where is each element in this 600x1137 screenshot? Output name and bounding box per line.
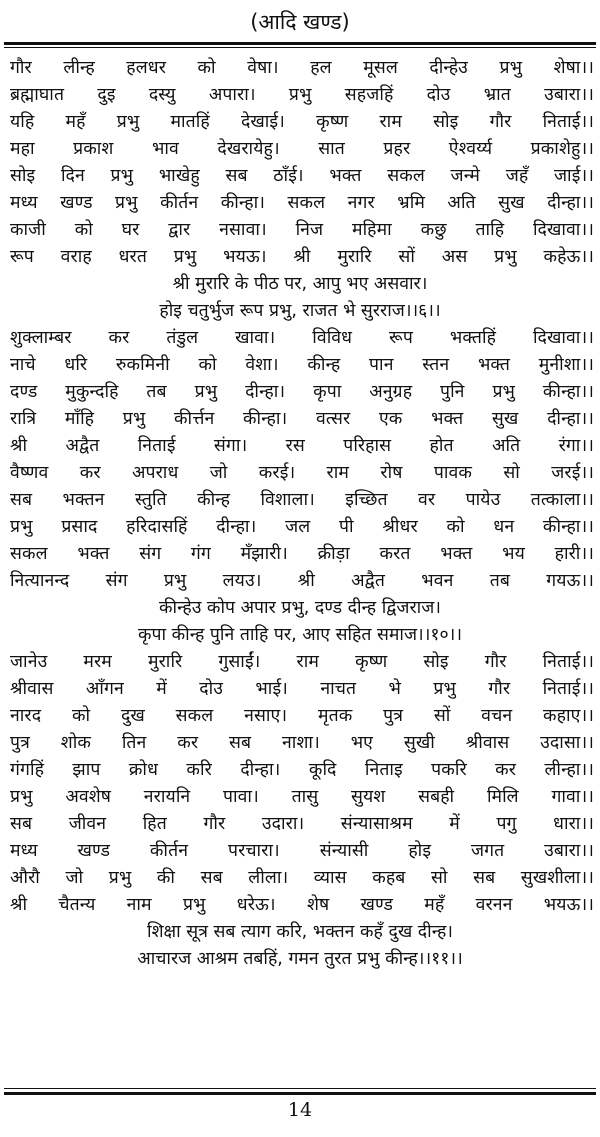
verse-line (0, 352, 594, 379)
line-text: काजी को घर द्वार नसावा। निज महिमा कछु ताहि दिखावा।। (10, 220, 594, 240)
line-text: शुक्लाम्बर कर तंडुल खावा। विविध रूप भक्तहिं दिखावा।। (10, 328, 594, 348)
line-text: कीन्हेउ कोप अपार प्रभु, दण्ड दीन्ह द्विजराज। (159, 598, 441, 618)
line-text: जानेउ मरम मुरारि गुसाईं। राम कृष्ण सोइ गौर निताई।। (10, 652, 594, 672)
line-text: महा प्रकाश भाव देखरायेहु। सात प्रहर ऐश्वर्य्य प्रकाशेहु।। (10, 139, 594, 159)
verse-line (0, 784, 594, 811)
verse-line (0, 379, 594, 406)
doha-line (0, 946, 600, 973)
verse-line (0, 136, 594, 163)
verse-line (0, 55, 594, 82)
verse-line (0, 487, 594, 514)
line-text: रात्रि माँहि प्रभु कीर्त्तन कीन्हा। वत्सर एक भक्त सुख दीन्हा।। (10, 409, 594, 429)
verse-line (0, 109, 594, 136)
line-text: श्री चैतन्य नाम प्रभु धरेऊ। शेष खण्ड महँ वरनन भयऊ।। (10, 895, 594, 915)
line-text: मध्य खण्ड कीर्तन परचारा। संन्यासी होइ जगत उबारा।। (10, 841, 594, 861)
verse-line (0, 244, 594, 271)
text-body (0, 55, 600, 973)
line-text: नाचे धरि रुकमिनी को वेशा। कीन्ह पान स्तन भक्त मुनीशा।। (10, 355, 594, 375)
verse-line (0, 676, 594, 703)
line-text: नारद को दुख सकल नसाए। मृतक पुत्र सों वचन कहाए।। (10, 706, 594, 726)
line-text: गंगहिं झाप क्रोध करि दीन्हा। कूदि निताइ पकरि कर लीन्हा।। (10, 760, 594, 780)
line-text: नित्यानन्द संग प्रभु लयउ। श्री अद्वैत भवन तब गयऊ।। (10, 571, 594, 591)
verse-line (0, 568, 594, 595)
verse-line (0, 433, 594, 460)
footer-rule-top (4, 1088, 596, 1089)
line-text: कृपा कीन्ह पुनि ताहि पर, आए सहित समाज।।१०।। (138, 625, 462, 645)
line-text: सकल भक्त संग गंग मँझारी। क्रीड़ा करत भक्त भय हारी।। (10, 544, 594, 564)
line-text: यहि महँ प्रभु मातहिं देखाई। कृष्ण राम सोइ गौर निताई।। (10, 112, 594, 132)
line-text: सोइ दिन प्रभु भाखेहु सब ठाँई। भक्त सकल जन्मे जहँ जाई।। (10, 166, 594, 186)
verse-line (0, 649, 594, 676)
verse-line (0, 406, 594, 433)
line-text: रूप वराह धरत प्रभु भयऊ। श्री मुरारि सों अस प्रभु कहेऊ।। (10, 247, 594, 267)
doha-line (0, 622, 600, 649)
line-text: पुत्र शोक तिन कर सब नाशा। भए सुखी श्रीवास उदासा।। (10, 733, 594, 753)
header-rule-top (4, 42, 596, 45)
page-number: 14 (287, 1099, 313, 1121)
page-header: (आदि खण्ड) (250, 10, 350, 34)
doha-line (0, 298, 600, 325)
verse-line (0, 892, 594, 919)
verse-line (0, 703, 594, 730)
verse-line (0, 217, 594, 244)
line-text: आचारज आश्रम तबहिं, गमन तुरत प्रभु कीन्ह।।११।। (137, 949, 463, 969)
doha-line (0, 595, 600, 622)
verse-line (0, 730, 594, 757)
doha-line (0, 919, 600, 946)
verse-line (0, 325, 594, 352)
verse-line (0, 514, 594, 541)
verse-line (0, 82, 594, 109)
line-text: होइ चतुर्भुज रूप प्रभु, राजत भे सुरराज।।६।। (159, 301, 441, 321)
verse-line (0, 190, 594, 217)
line-text: सब भक्तन स्तुति कीन्ह विशाला। इच्छित वर पायेउ तत्काला।। (10, 490, 594, 510)
verse-line (0, 460, 594, 487)
doha-line (0, 271, 600, 298)
line-text: वैष्णव कर अपराध जो करई। राम रोष पावक सो जरई।। (10, 463, 594, 483)
line-text: ब्रह्माघात दुइ दस्यु अपारा। प्रभु सहजहिं दोउ भ्रात उबारा।। (10, 85, 594, 105)
line-text: सब जीवन हित गौर उदारा। संन्यासाश्रम में पगु धारा।। (10, 814, 594, 834)
verse-line (0, 811, 594, 838)
footer-rule-bottom (4, 1092, 596, 1095)
verse-line (0, 838, 594, 865)
line-text: मध्य खण्ड प्रभु कीर्तन कीन्हा। सकल नगर भ्रमि अति सुख दीन्हा।। (10, 193, 594, 213)
line-text: प्रभु प्रसाद हरिदासहिं दीन्हा। जल पी श्रीधर को धन कीन्हा।। (10, 517, 594, 537)
verse-line (0, 163, 594, 190)
line-text: गौर लीन्ह हलधर को वेषा। हल मूसल दीन्हेउ प्रभु शेषा।। (10, 58, 594, 78)
verse-line (0, 865, 594, 892)
line-text: औरौ जो प्रभु की सब लीला। व्यास कहब सो सब सुखशीला।। (10, 868, 594, 888)
line-text: श्री मुरारि के पीठ पर, आपु भए असवार। (172, 274, 428, 294)
header-rule-bottom (4, 47, 596, 48)
line-text: प्रभु अवशेष नरायनि पावा। तासु सुयश सबही मिलि गावा।। (10, 787, 594, 807)
verse-line (0, 757, 594, 784)
line-text: श्री अद्वैत निताई संगा। रस परिहास होत अति रंगा।। (10, 436, 594, 456)
line-text: श्रीवास आँगन में दोउ भाई। नाचत भे प्रभु गौर निताई।। (10, 679, 594, 699)
line-text: दण्ड मुकुन्दहि तब प्रभु दीन्हा। कृपा अनुग्रह पुनि प्रभु कीन्हा।। (10, 382, 594, 402)
verse-line (0, 541, 594, 568)
line-text: शिक्षा सूत्र सब त्याग करि, भक्तन कहँ दुख दीन्ह। (147, 922, 453, 942)
